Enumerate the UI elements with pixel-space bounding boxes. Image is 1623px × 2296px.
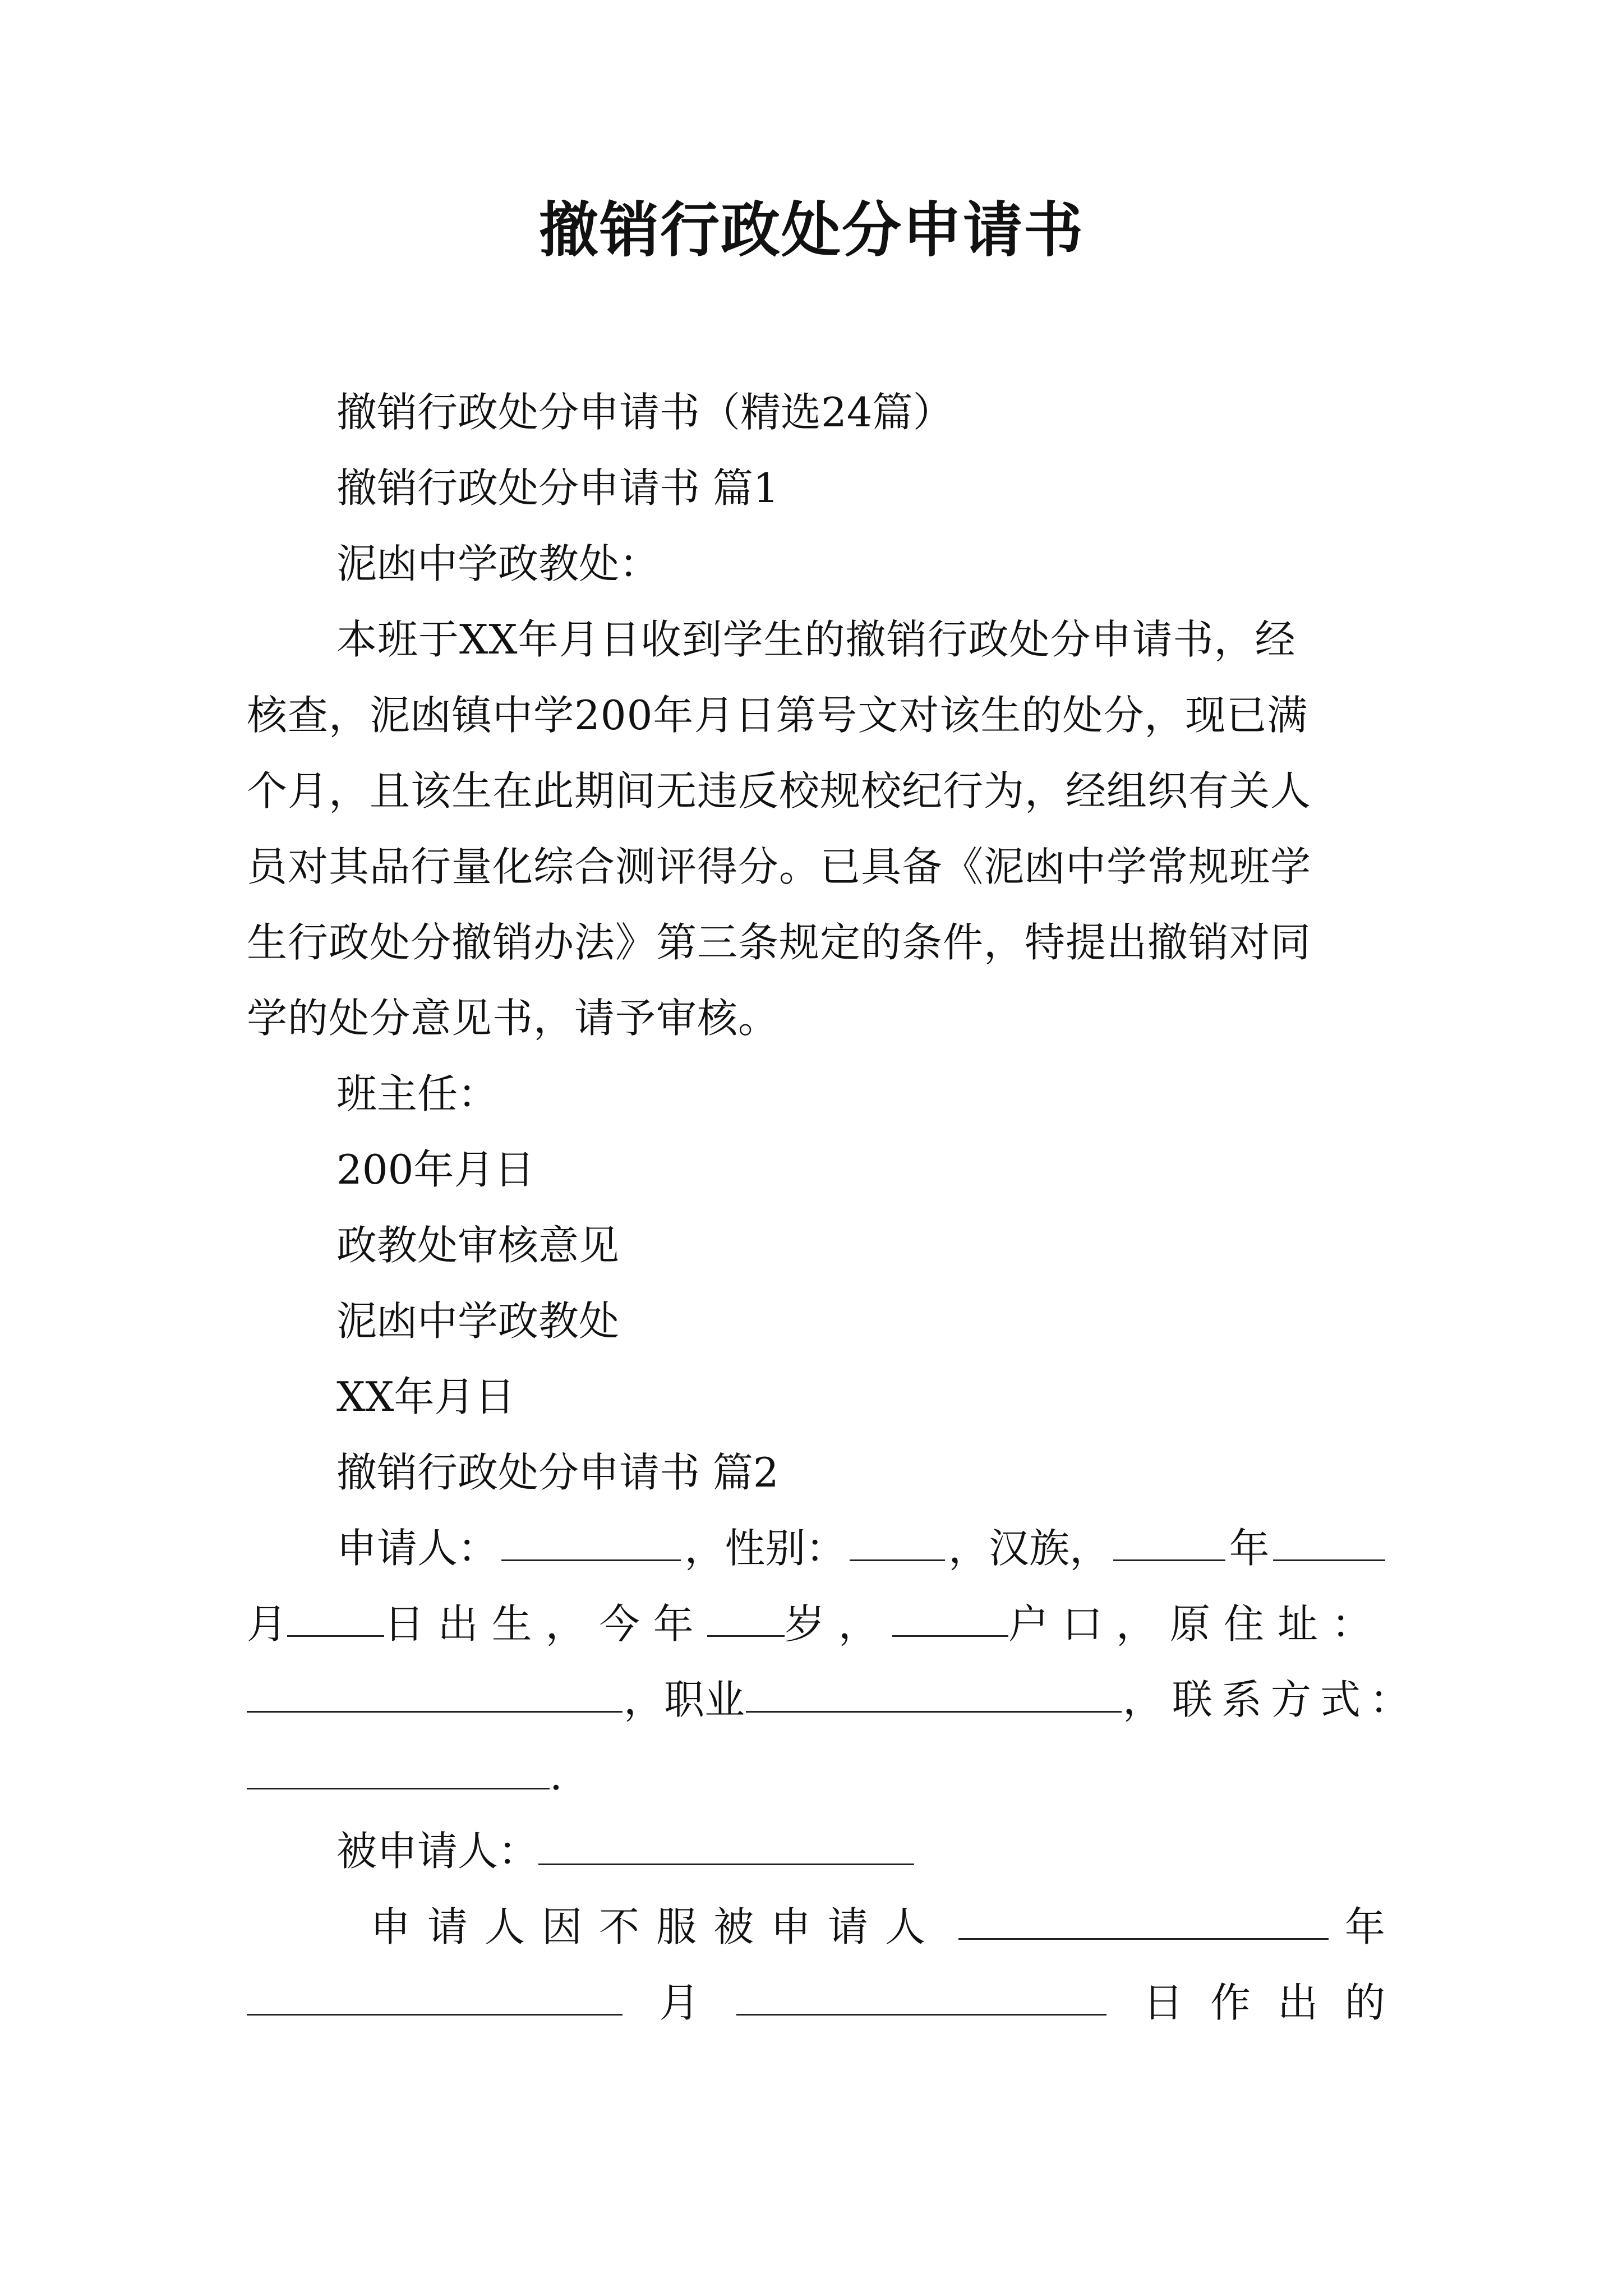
office-signature-line: 泥凼中学政教处 (336, 1297, 620, 1345)
form-label: 年 (1344, 1903, 1385, 1950)
paragraph-line: 员对其品行量化综合测评得分。已具备《泥凼中学常规班学 (247, 843, 1312, 890)
birth-day-blank (287, 1596, 384, 1637)
paragraph-line: 本班于XX年月日收到学生的撤销行政处分申请书，经 (336, 616, 1296, 663)
date-line: 200年月日 (336, 1146, 535, 1193)
gender-blank (850, 1520, 945, 1561)
section-heading-2: 撤销行政处分申请书 篇2 (336, 1449, 779, 1496)
form-label: 月 (247, 1600, 288, 1648)
form-row (247, 1975, 1412, 2031)
decision-day-blank (736, 1975, 1106, 2016)
paragraph-line: 学的处分意见书，请予审核。 (247, 995, 780, 1042)
form-label: ，联系方式： (1122, 1676, 1419, 1723)
form-label: 户口，原住址： (1008, 1600, 1385, 1648)
form-label: 申请人因不服被申请人 (370, 1903, 943, 1950)
form-row (247, 1596, 1385, 1652)
form-label: ，汉族， (948, 1525, 1110, 1572)
birth-year-blank (1113, 1520, 1225, 1561)
respondent-blank (538, 1824, 914, 1865)
paragraph-line: 核查，泥凼镇中学200年月日第号文对该生的处分，现已满 (247, 692, 1308, 739)
paragraph-line: 个月，且该生在此期间无违反校规校纪行为，经组织有关人 (247, 767, 1312, 815)
decision-year-blank (958, 1899, 1329, 1940)
form-label: ，性别： (684, 1525, 846, 1572)
form-row (247, 1672, 1419, 1728)
form-row (336, 1520, 1385, 1576)
section-heading-1: 撤销行政处分申请书 篇1 (336, 464, 779, 512)
document-title: 撤销行政处分申请书 (539, 195, 1084, 265)
form-row (370, 1899, 1385, 1955)
form-label: 申请人： (336, 1525, 499, 1572)
name-blank (501, 1520, 681, 1561)
age-blank (707, 1596, 785, 1637)
hukou-blank (892, 1596, 1008, 1637)
subtitle-line: 撤销行政处分申请书（精选24篇） (336, 389, 953, 436)
form-label: 年 (1229, 1525, 1270, 1572)
form-label: 被申请人： (336, 1828, 539, 1875)
form-label: ，职业 (623, 1676, 745, 1723)
address-blank (247, 1672, 623, 1713)
occupation-blank (746, 1672, 1122, 1713)
teacher-signature-label: 班主任： (336, 1070, 499, 1117)
form-label: 月 (659, 1979, 700, 2026)
form-row (247, 1747, 562, 1803)
form-label: 岁， (784, 1600, 892, 1648)
form-label: 日出生，今年 (384, 1600, 707, 1648)
contact-blank (247, 1749, 550, 1789)
decision-month-blank (247, 1975, 623, 2016)
birth-month-blank (1273, 1520, 1385, 1561)
paragraph-line: 生行政处分撤销办法》第三条规定的条件，特提出撤销对同 (247, 919, 1312, 966)
form-label: 日作出的 (1142, 1979, 1412, 2026)
form-label: . (550, 1752, 562, 1799)
review-opinion-label: 政教处审核意见 (336, 1222, 620, 1269)
form-row (336, 1823, 914, 1879)
date-line: XX年月日 (336, 1373, 515, 1420)
addressee-line: 泥凼中学政教处： (336, 540, 660, 587)
